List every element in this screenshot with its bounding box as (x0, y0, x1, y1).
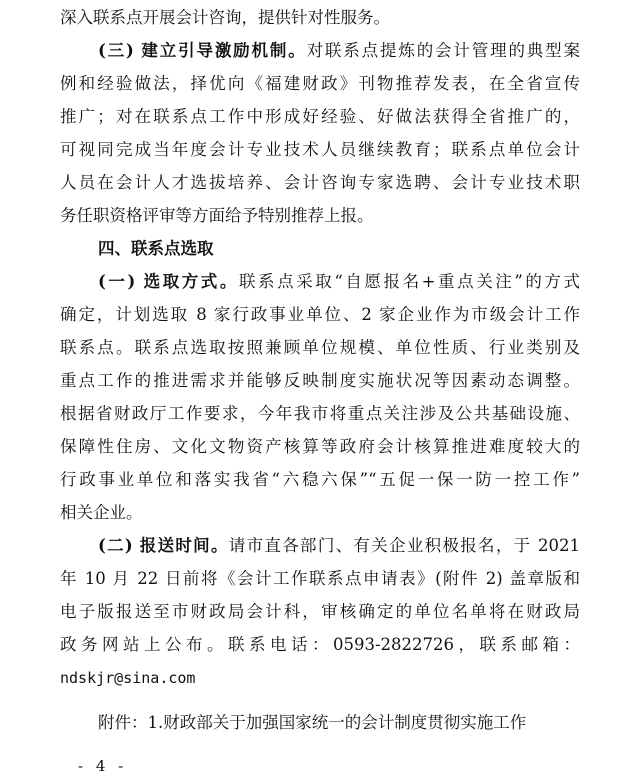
contact-email: ndskjr@sina.com (60, 669, 196, 687)
paragraph-line: 确定，计划选取 8 家行政事业单位、2 家企业作为市级会计工作 (60, 305, 580, 324)
paragraph-line (98, 535, 580, 557)
paragraph-text: 请市直各部门、有关企业积极报名，于 2021 (228, 536, 580, 555)
section-title: 四、联系点选取 (98, 239, 214, 258)
page-number: - 4 - (78, 757, 128, 775)
paragraph-line: 务任职资格评审等方面给予特别推荐上报。 (60, 206, 374, 225)
paragraph-line: 政务网站上公布。联系电话：0593-2822726，联系邮箱： (60, 635, 580, 654)
subsection-heading: (三) 建立引导激励机制。 (98, 41, 307, 60)
paragraph-line: 重点工作的推进需求并能够反映制度实施状况等因素动态调整。 (60, 371, 580, 390)
paragraph-line: 年 10 月 22 日前将《会计工作联系点申请表》(附件 2) 盖章版和 (60, 569, 580, 588)
paragraph-line (98, 271, 580, 293)
paragraph-line (98, 40, 580, 62)
paragraph-line: 例和经验做法，择优向《福建财政》刊物推荐发表，在全省宣传 (60, 74, 580, 93)
paragraph-text: 对联系点提炼的会计管理的典型案 (306, 41, 580, 60)
paragraph-line: 可视同完成当年度会计专业技术人员继续教育；联系点单位会计 (60, 140, 580, 159)
attachment-line: 附件：1.财政部关于加强国家统一的会计制度贯彻实施工作 (98, 713, 527, 732)
paragraph-text: 联系点采取“自愿报名+重点关注”的方式 (238, 272, 581, 291)
paragraph-line: 人员在会计人才选拔培养、会计咨询专家选聘、会计专业技术职 (60, 173, 580, 192)
paragraph-line: 根据省财政厅工作要求，今年我市将重点关注涉及公共基础设施、 (60, 404, 580, 423)
paragraph-line: 电子版报送至市财政局会计科，审核确定的单位名单将在财政局 (60, 602, 580, 621)
subsection-heading: (二) 报送时间。 (98, 536, 229, 555)
paragraph-line: 行政事业单位和落实我省“六稳六保”“五促一保一防一控工作” (60, 470, 580, 489)
paragraph-line: 联系点。联系点选取按照兼顾单位规模、单位性质、行业类别及 (60, 338, 580, 357)
paragraph-line: 推广；对在联系点工作中形成好经验、好做法获得全省推广的， (60, 107, 580, 126)
paragraph-line: 相关企业。 (60, 503, 143, 522)
subsection-heading: (一) 选取方式。 (98, 272, 239, 291)
paragraph-line: 保障性住房、文化文物资产核算等政府会计核算推进难度较大的 (60, 437, 580, 456)
paragraph-line: 深入联系点开展会计咨询，提供针对性服务。 (60, 8, 390, 27)
